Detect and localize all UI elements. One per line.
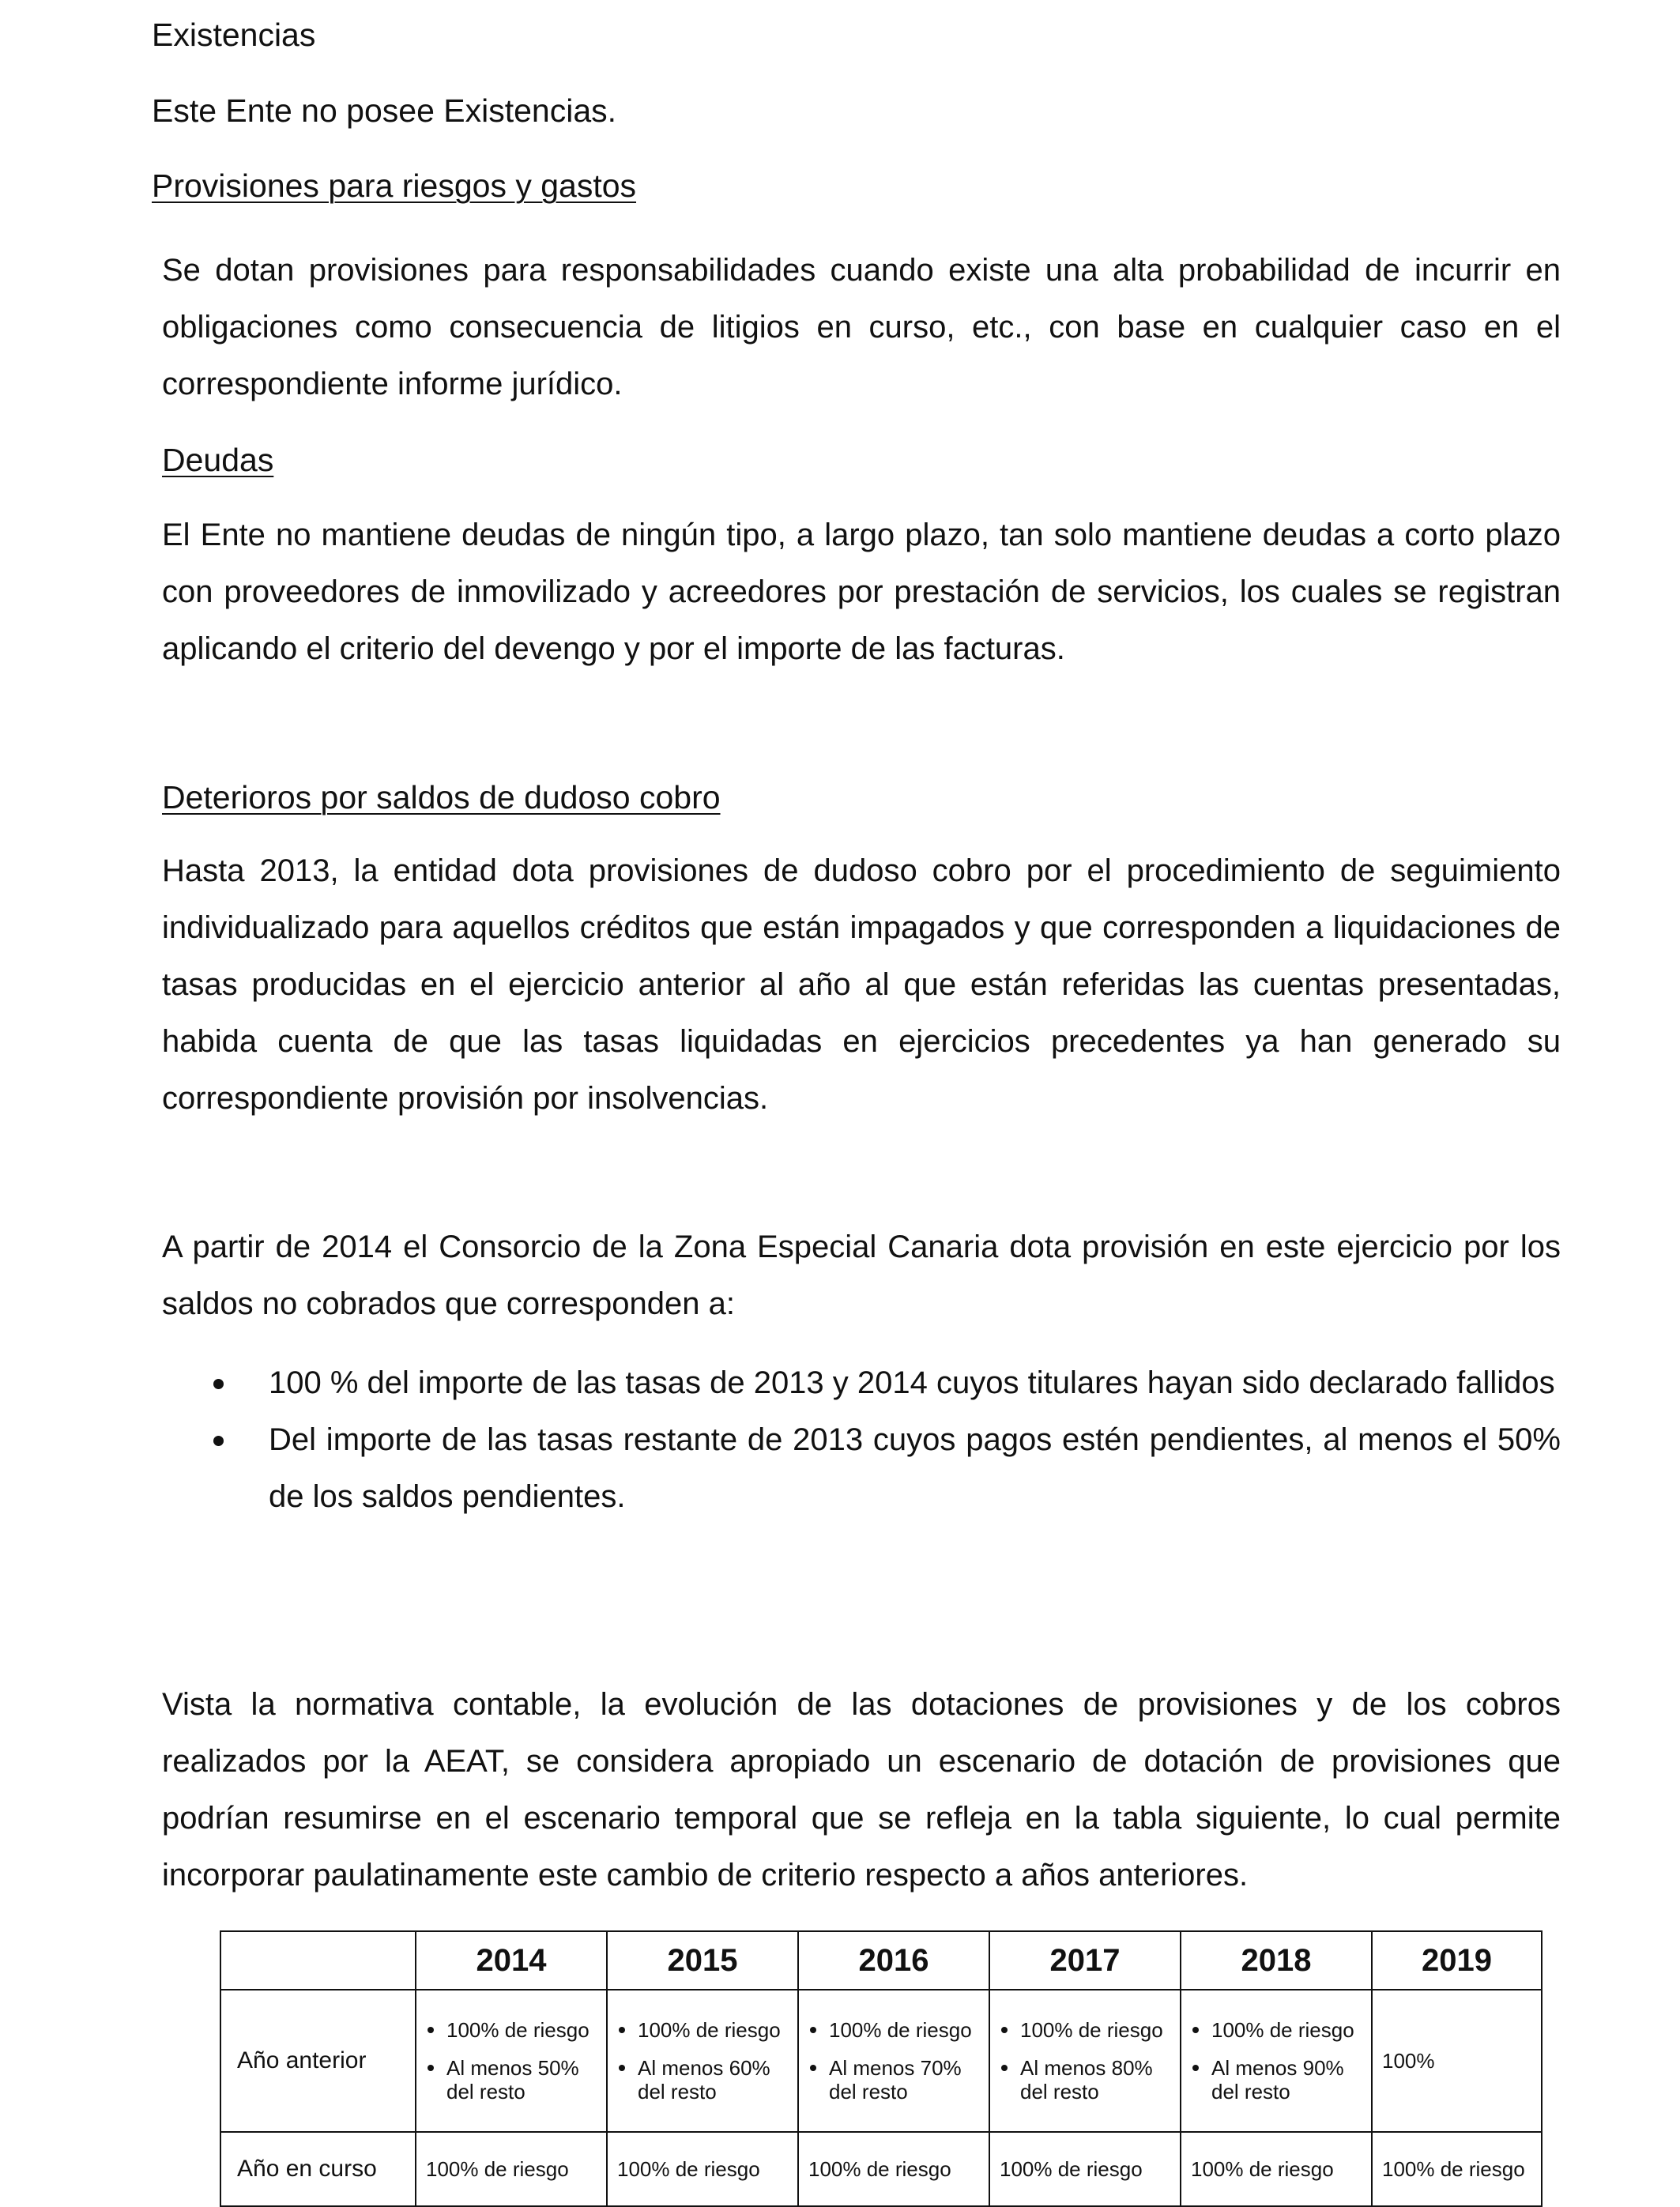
year-header: 2014 xyxy=(416,1931,607,1990)
criteria-list xyxy=(162,1354,1561,1525)
deterioros-paragraph: Hasta 2013, la entidad dota provisiones de dudoso cobro por el procedimiento de seguimiento individualizado para aquellos créditos que están impagados y que corresponden a liquidaciones de tasas producidas en el ejercicio anterior al año al que están referidas las cuentas presentadas, habida cuenta de que las tasas liquidadas en ejercicios precedentes ya han generado su correspondiente provisión por insolvencias. xyxy=(162,853,1561,1116)
bullet-icon xyxy=(619,2065,625,2071)
partir-paragraph: A partir de 2014 el Consorcio de la Zona Especial Canaria dota provisión en este ejercicio por los saldos no cobrados que corresponden a: xyxy=(162,1230,1561,1321)
provisiones-title: Provisiones para riesgos y gastos xyxy=(152,168,637,204)
table-header-row xyxy=(220,1931,1542,1990)
table-row xyxy=(220,2132,1542,2206)
bullet-icon xyxy=(1001,2027,1008,2033)
table-cell: 100% de riesgo xyxy=(989,2132,1181,2206)
table-cell: 100% de riesgo xyxy=(798,2132,989,2206)
bullet-icon xyxy=(1001,2065,1008,2071)
bullet-icon xyxy=(1192,2027,1199,2033)
deterioros-title: Deterioros por saldos de dudoso cobro xyxy=(162,779,721,815)
table-cell: 100% xyxy=(1372,1990,1542,2132)
empty-header-cell xyxy=(220,1931,416,1990)
table-cell: 100% de riesgo xyxy=(416,2132,607,2206)
table-cell: 100% de riesgo Al menos 70% del resto xyxy=(798,1990,989,2132)
vista-paragraph: Vista la normativa contable, la evolución de las dotaciones de provisiones y de los cobros realizados por la AEAT, se considera apropiado un escenario de dotación de provisiones que podrían resumirse en el escenario temporal que se refleja en la tabla siguiente, lo cual permite incorporar paulatinamente este cambio de criterio respecto a años anteriores. xyxy=(162,1687,1561,1893)
table-cell: 100% de riesgo xyxy=(1181,2132,1372,2206)
bullet-icon xyxy=(428,2027,434,2033)
bullet-icon xyxy=(213,1379,224,1389)
table-cell: 100% de riesgo Al menos 80% del resto xyxy=(989,1990,1181,2132)
table-row xyxy=(220,1990,1542,2132)
table-cell: 100% de riesgo Al menos 60% del resto xyxy=(607,1990,798,2132)
year-header: 2017 xyxy=(989,1931,1181,1990)
list-item: Del importe de las tasas restante de 2013 cuyos pagos estén pendientes, al menos el 50% de los saldos pendientes. xyxy=(162,1411,1561,1525)
existencias-title: Existencias xyxy=(152,17,316,53)
list-item: 100 % del importe de las tasas de 2013 y 2014 cuyos titulares hayan sido declarado fallidos xyxy=(162,1354,1561,1411)
year-header: 2018 xyxy=(1181,1931,1372,1990)
table-cell: 100% de riesgo Al menos 50% del resto xyxy=(416,1990,607,2132)
bullet-icon xyxy=(810,2027,816,2033)
table-cell: 100% de riesgo xyxy=(1372,2132,1542,2206)
table-cell: 100% de riesgo xyxy=(607,2132,798,2206)
row-label: Año anterior xyxy=(220,1990,416,2132)
year-header: 2015 xyxy=(607,1931,798,1990)
bullet-icon xyxy=(428,2065,434,2071)
provision-schedule-table xyxy=(220,1930,1543,2207)
deudas-title: Deudas xyxy=(162,442,274,478)
bullet-icon xyxy=(1192,2065,1199,2071)
bullet-icon xyxy=(213,1436,224,1446)
row-label: Año en curso xyxy=(220,2132,416,2206)
bullet-icon xyxy=(810,2065,816,2071)
year-header: 2016 xyxy=(798,1931,989,1990)
existencias-text: Este Ente no posee Existencias. xyxy=(152,92,617,129)
deudas-paragraph: El Ente no mantiene deudas de ningún tipo, a largo plazo, tan solo mantiene deudas a corto plazo con proveedores de inmovilizado y acreedores por prestación de servicios, los cuales se registran aplicando el criterio del devengo y por el importe de las facturas. xyxy=(162,518,1561,666)
bullet-icon xyxy=(619,2027,625,2033)
table-cell: 100% de riesgo Al menos 90% del resto xyxy=(1181,1990,1372,2132)
year-header: 2019 xyxy=(1372,1931,1542,1990)
provisiones-paragraph: Se dotan provisiones para responsabilidades cuando existe una alta probabilidad de incurrir en obligaciones como consecuencia de litigios en curso, etc., con base en cualquier caso en el correspondiente informe jurídico. xyxy=(162,253,1561,401)
